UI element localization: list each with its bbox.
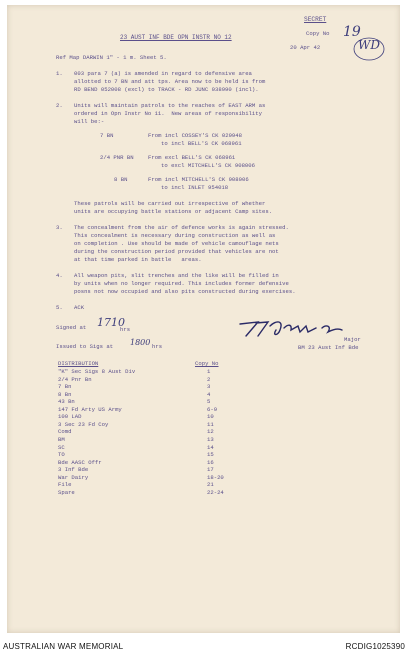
distribution-recipient: Spare xyxy=(58,488,75,496)
distribution-copy-number: 18-20 xyxy=(207,473,224,481)
para-line: All weapon pits, slit trenches and the like will be filled in xyxy=(74,272,279,279)
signatory-appointment: BM 23 Aust Inf Bde xyxy=(298,344,359,351)
copy-label: Copy No xyxy=(306,30,330,37)
issued-time-handwritten: 1800 xyxy=(130,338,151,347)
distribution-copy-number: 15 xyxy=(207,451,214,459)
archive-footer xyxy=(0,640,409,654)
patrol-unit: 7 BN xyxy=(100,132,114,139)
patrol-unit: 8 BN xyxy=(114,176,128,183)
distribution-copy-number: 14 xyxy=(207,443,214,451)
distribution-copy-number: 21 xyxy=(207,481,214,489)
distribution-recipient: 3 Inf Bde xyxy=(58,466,89,474)
distribution-recipient: 7 Bn xyxy=(58,383,72,391)
distribution-copy-number: 1 xyxy=(207,368,211,375)
para-line: The concealment from the air of defence works is again stressed. xyxy=(74,224,289,231)
distribution-copy-number: 12 xyxy=(207,428,214,436)
distribution-copy-number: 11 xyxy=(207,420,214,428)
distribution-copy-number: 16 xyxy=(207,458,214,466)
distribution-recipient: 100 LAD xyxy=(58,413,82,421)
signed-at-label: Signed at xyxy=(56,324,87,331)
para-line: on completion . Use should be made of vehicle camouflage nets xyxy=(74,240,279,247)
initials-handwritten: WD xyxy=(358,38,380,52)
page-title: 23 AUST INF BDE OPN INSTR NO 12 xyxy=(120,34,232,41)
distribution-recipient: Comd xyxy=(58,428,72,436)
para-line: Units will maintain patrols to the reaches of EAST ARM as xyxy=(74,102,266,109)
distribution-recipient: File xyxy=(58,481,72,489)
classification-label: SECRET xyxy=(304,16,327,23)
para-number: 2. xyxy=(56,102,63,109)
distribution-copy-number: 22-24 xyxy=(207,488,224,496)
distribution-recipient: Bde AASC Offr xyxy=(58,458,102,466)
distribution-recipient: 147 Fd Arty US Army xyxy=(58,405,122,413)
distribution-recipient: "K" Sec Sigs 8 Aust Div xyxy=(58,368,136,375)
para-line: will be:- xyxy=(74,118,105,125)
footer-institution: AUSTRALIAN WAR MEMORIAL xyxy=(3,642,124,651)
distribution-copy-number: 10 xyxy=(207,413,214,421)
signed-hrs: hrs xyxy=(120,326,131,333)
footer-record-id: RCDIG1025390 xyxy=(345,642,405,651)
copy-number-handwritten: 19 xyxy=(343,24,361,40)
map-reference: Ref Map DARWIN 1" - 1 m. Sheet 5. xyxy=(56,54,167,61)
para-line: ACK xyxy=(74,304,85,311)
distribution-recipient: War Dairy xyxy=(58,473,89,481)
distribution-recipient: 2/4 Pnr Bn xyxy=(58,375,92,383)
patrol-unit: 2/4 PNR BN xyxy=(100,154,134,161)
para-line: units are occupying battle stations or adjacent Camp sites. xyxy=(74,208,273,215)
distribution-copy-number: 3 xyxy=(207,383,211,391)
para-number: 5. xyxy=(56,304,63,311)
para-number: 1. xyxy=(56,70,63,77)
para-line: at that time parked in battle areas. xyxy=(74,256,202,263)
para-line: posns not now occupied and also pits constructed during exercises. xyxy=(74,288,296,295)
issued-hrs: hrs xyxy=(152,343,163,350)
copy-heading: Copy No xyxy=(195,360,219,367)
para-number: 4. xyxy=(56,272,63,279)
distribution-recipient: TO xyxy=(58,451,65,459)
distribution-recipient: 3 Sec 23 Fd Coy xyxy=(58,420,109,428)
distribution-copy-number: 6-9 xyxy=(207,405,218,413)
distribution-copy-number: 5 xyxy=(207,398,211,406)
distribution-recipient: BM xyxy=(58,435,65,443)
distribution-heading: DISTRIBUTION xyxy=(58,360,99,367)
patrol-from: From incl MITCHELL'S CK 908006 xyxy=(148,176,249,183)
para-line: allotted to 7 BN and att tps. Area now to be held is from xyxy=(74,78,266,85)
issued-label: Issued to Sigs at xyxy=(56,343,114,350)
distribution-copy-number: 2 xyxy=(207,375,211,383)
para-line: RD BEND 052008 (excl) to TRACK - RD JUNC 038990 (incl). xyxy=(74,86,259,93)
patrol-to: to excl MITCHELL'S CK 908006 xyxy=(161,162,255,169)
para-line: by units when no longer required. This includes former defensive xyxy=(74,280,289,287)
distribution-copy-number: 4 xyxy=(207,390,211,398)
distribution-copy-number: 13 xyxy=(207,435,214,443)
para-line: These patrols will be carried out irrespective of whether xyxy=(74,200,266,207)
para-number: 3. xyxy=(56,224,63,231)
signature-scrawl xyxy=(236,316,348,342)
signed-time-handwritten: 1710 xyxy=(97,316,125,329)
patrol-from: From excl BELL'S CK 068961 xyxy=(148,154,236,161)
distribution-recipient: SC xyxy=(58,443,65,451)
para-line: This concealment is necessary during construction as well as xyxy=(74,232,276,239)
initials-circle xyxy=(352,36,386,62)
distribution-recipient: 43 Bn xyxy=(58,398,75,406)
distribution-copy-number: 17 xyxy=(207,466,214,474)
patrol-from: From incl COSSEY'S CK 029948 xyxy=(148,132,242,139)
para-line: during the construction period provided that vehicles are not xyxy=(74,248,279,255)
patrol-to: to incl INLET 954018 xyxy=(161,184,229,191)
patrol-to: to incl BELL'S CK 068961 xyxy=(161,140,242,147)
para-line: ordered in Opn Instr No 11. New areas of responsibility xyxy=(74,110,262,117)
para-line: 003 para 7 (a) is amended in regard to defensive area xyxy=(74,70,252,77)
document-date: 20 Apr 42 xyxy=(290,44,321,51)
distribution-recipient: 8 Bn xyxy=(58,390,72,398)
signatory-rank: Major xyxy=(344,336,361,343)
